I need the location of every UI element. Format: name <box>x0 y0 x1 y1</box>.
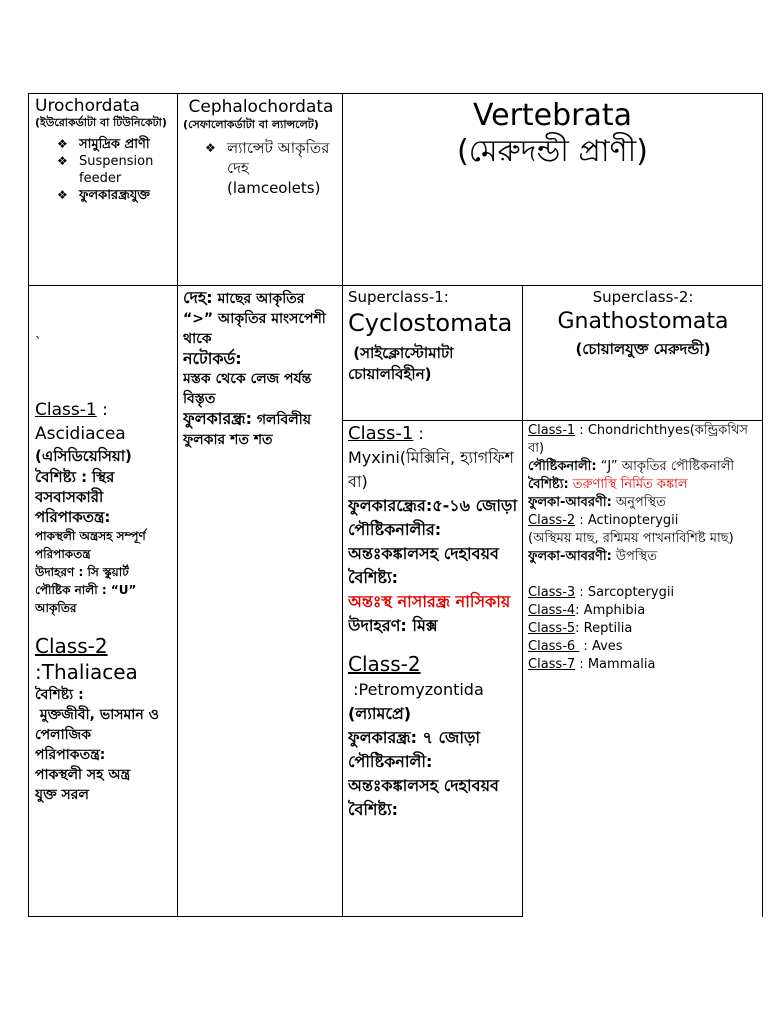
cephalochordata-bullet: ❖ ল্যান্সেট আকৃতির দেহ (lamceolets) <box>205 138 339 198</box>
class-label: Class-7 <box>528 657 576 672</box>
feature-line <box>528 548 760 566</box>
feature-key: বৈশিষ্ট্য: <box>348 800 399 819</box>
feature-key: পৌষ্টিক নালী : <box>35 583 107 597</box>
feature-value: স্থির বসবাসকারী <box>35 468 120 506</box>
class-label: Class-5 <box>528 621 576 636</box>
feature-value: যুক্ত সরল <box>35 787 89 803</box>
cephalochordata-bullets <box>183 138 339 198</box>
feature-key: বৈশিষ্ট্য : <box>35 687 84 703</box>
cephalochordata-subtitle: (সেফালোকর্ডাটা বা ল্যান্সলেট) <box>183 118 319 131</box>
class-label: Class-4 <box>528 603 576 618</box>
feature-key: উদাহরণ : <box>35 565 84 579</box>
class-name: : Reptilia <box>575 621 633 636</box>
class-name: : Actinopterygii <box>575 513 679 528</box>
class-line <box>528 602 760 620</box>
class-name: :Petromyzontida <box>348 680 484 699</box>
class-name: :Thaliacea <box>35 660 138 684</box>
feature-value: ৫-১৬ জোড়া <box>432 496 518 515</box>
feature-line <box>183 409 339 450</box>
feature-line <box>183 288 339 349</box>
feature-line <box>348 614 520 638</box>
table-row-divider <box>28 285 763 286</box>
feature-highlight: তরুণাস্থি নির্মিত কঙ্কাল <box>568 477 688 492</box>
spacer <box>528 566 760 584</box>
vertebrata-subtitle: (মেরুদন্ডী প্রাণী) <box>457 134 648 169</box>
class-label: Class-2 <box>528 513 576 528</box>
feature-key: উদাহরণ: <box>348 616 407 635</box>
feature-key: পরিপাকতন্ত্র: <box>35 508 111 526</box>
class-line <box>528 422 760 458</box>
feature-value: গলবিলীয় ফুলকার শত শত <box>183 412 316 448</box>
superclass-name: Gnathostomata <box>557 309 729 334</box>
class-label: Class-1 <box>528 423 576 438</box>
class-name: : Amphibia <box>575 603 646 618</box>
superclass-bengali-name: (সাইক্লোস্টোমাটা চোয়ালবিহীন) <box>348 344 459 383</box>
table-bottom-border <box>28 916 523 917</box>
class-name: : Myxini(মিক্সিনি, হ্যাগফিশ বা) <box>348 424 515 491</box>
class-name: : Chondrichthyes(কন্ড্রিকথিস বা) <box>528 423 753 456</box>
spacer <box>348 638 520 652</box>
feature-highlight: অন্তঃস্থ নাসারন্ধ্র নাসিকায় <box>348 592 511 611</box>
class-name: : Mammalia <box>575 657 656 672</box>
table-left-border <box>28 93 29 917</box>
class-label: Class-6 <box>528 639 580 654</box>
cephalochordata-details-cell <box>183 288 339 915</box>
class-name: : Ascidiacea <box>35 400 126 444</box>
column-divider-1 <box>177 93 178 917</box>
feature-value: অনুপস্থিত <box>611 495 666 510</box>
feature-value: মাছের আকৃতির “>” আকৃতির মাংসপেশী থাকে <box>183 291 331 347</box>
feature-value: পাকস্থলী সহ অন্ত্র <box>35 767 131 783</box>
urochordata-bullet: ❖ সামুদ্রিক প্রাণী <box>57 136 175 153</box>
class-bengali-name: (ল্যামপ্রে) <box>348 704 412 723</box>
feature-key: দেহ: <box>183 288 213 307</box>
urochordata-bullet: ❖ Suspension feeder <box>57 153 175 187</box>
class-line <box>528 584 760 602</box>
feature-key: পৌষ্টিকনালী: <box>528 459 597 474</box>
cyclostomata-header-cell <box>348 287 520 419</box>
urochordata-bullet: ❖ ফুলকারন্ধ্রযুক্ত <box>57 187 175 204</box>
feature-line <box>35 467 175 507</box>
feature-line <box>35 581 175 617</box>
feature-key: পৌষ্টিকনালীর: <box>348 520 442 539</box>
vertebrata-title: Vertebrata <box>472 98 633 133</box>
vertebrata-subrow-divider <box>342 420 763 421</box>
feature-value: অন্তঃকঙ্কালসহ দেহাবয়ব <box>348 776 499 795</box>
feature-line <box>528 458 760 476</box>
feature-key: পরিপাকতন্ত্র: <box>35 747 106 763</box>
feature-key: বৈশিষ্ট্য: <box>348 568 399 587</box>
feature-key: বৈশিষ্ট্য : <box>35 468 88 486</box>
urochordata-title: Urochordata <box>35 96 140 116</box>
feature-value: উপস্থিত <box>611 549 657 564</box>
class-label: Class-2 <box>35 634 108 658</box>
feature-value: মুক্তজীবী, ভাসমান ও পেলাজিক <box>35 707 164 743</box>
class-line <box>528 620 760 638</box>
feature-value: মিক্স <box>406 616 438 635</box>
feature-value: সি স্কুয়ার্ট <box>83 565 129 579</box>
feature-line <box>528 476 760 494</box>
superclass-bengali-name: (চোয়ালযুক্ত মেরুদন্ডী) <box>575 340 711 358</box>
class-label: Class-1 <box>348 423 414 444</box>
urochordata-classes-cell <box>35 290 175 915</box>
feature-line <box>528 494 760 512</box>
urochordata-header-cell <box>35 96 175 284</box>
feature-key: বৈশিষ্ট্য: <box>528 477 569 492</box>
class-line <box>528 656 760 674</box>
feature-line <box>348 726 520 750</box>
vertebrata-header-cell <box>343 96 762 284</box>
cephalochordata-title: Cephalochordata <box>188 97 334 117</box>
class-bengali-name: (অস্থিময় মাছ, রশ্মিময় পাখনাবিশিষ্ট মাছ) <box>528 531 734 546</box>
table-right-border <box>762 93 763 917</box>
class-line <box>528 512 760 530</box>
class-label: Class-3 <box>528 585 576 600</box>
feature-key: ফুলকারন্ধ্র: <box>348 728 417 747</box>
feature-value: মস্তক থেকে লেজ পর্যন্ত বিস্তৃত <box>183 371 317 407</box>
cephalochordata-header-cell <box>183 96 339 284</box>
urochordata-bullets <box>35 136 175 204</box>
gnathostomata-header-cell <box>525 287 761 419</box>
cyclostomata-classes-cell <box>348 422 520 915</box>
superclass-label: Superclass-1: <box>348 288 449 306</box>
class-label: Class-1 <box>35 400 97 420</box>
class-name: : Aves <box>579 639 623 654</box>
superclass-label: Superclass-2: <box>592 288 694 306</box>
superclass-divider <box>522 285 523 917</box>
thaliacea-section <box>35 633 175 805</box>
gnathostomata-classes-cell <box>528 422 760 915</box>
feature-value: ৭ জোড়া <box>416 728 481 747</box>
feature-key: ফুলকারন্ধ্র: <box>183 409 252 428</box>
stray-mark: ` <box>35 336 42 351</box>
feature-key: ফুলকা-আবরণী: <box>528 495 612 510</box>
feature-key: নটোকর্ড: <box>183 349 242 368</box>
class-line <box>528 638 760 656</box>
class-label: Class-2 <box>348 652 421 676</box>
feature-key: ফুলকারন্ধ্রের: <box>348 496 433 515</box>
table-top-border <box>28 93 763 94</box>
feature-value: “J” আকৃতির পৌষ্টিকনালী <box>596 459 735 474</box>
feature-line <box>348 494 520 518</box>
feature-key: পৌষ্টিকনালী: <box>348 752 433 771</box>
feature-value: “U” আকৃতির <box>35 583 141 615</box>
feature-value: অন্তঃকঙ্কালসহ দেহাবয়ব <box>348 544 499 563</box>
ascidiacea-section <box>35 398 175 617</box>
class-name: : Sarcopterygii <box>575 585 675 600</box>
feature-value: পাকস্থলী অন্ত্রসহ সম্পূর্ণ পরিপাকতন্ত্র <box>35 529 150 561</box>
superclass-name: Cyclostomata <box>348 309 513 337</box>
urochordata-subtitle: (ইউরোকর্ডাটা বা টিউনিকেটা) <box>35 116 167 129</box>
class-bengali-name: (এসিডিয়েসিয়া) <box>35 447 132 465</box>
feature-key: ফুলকা-আবরণী: <box>528 549 612 564</box>
feature-line <box>35 563 175 581</box>
